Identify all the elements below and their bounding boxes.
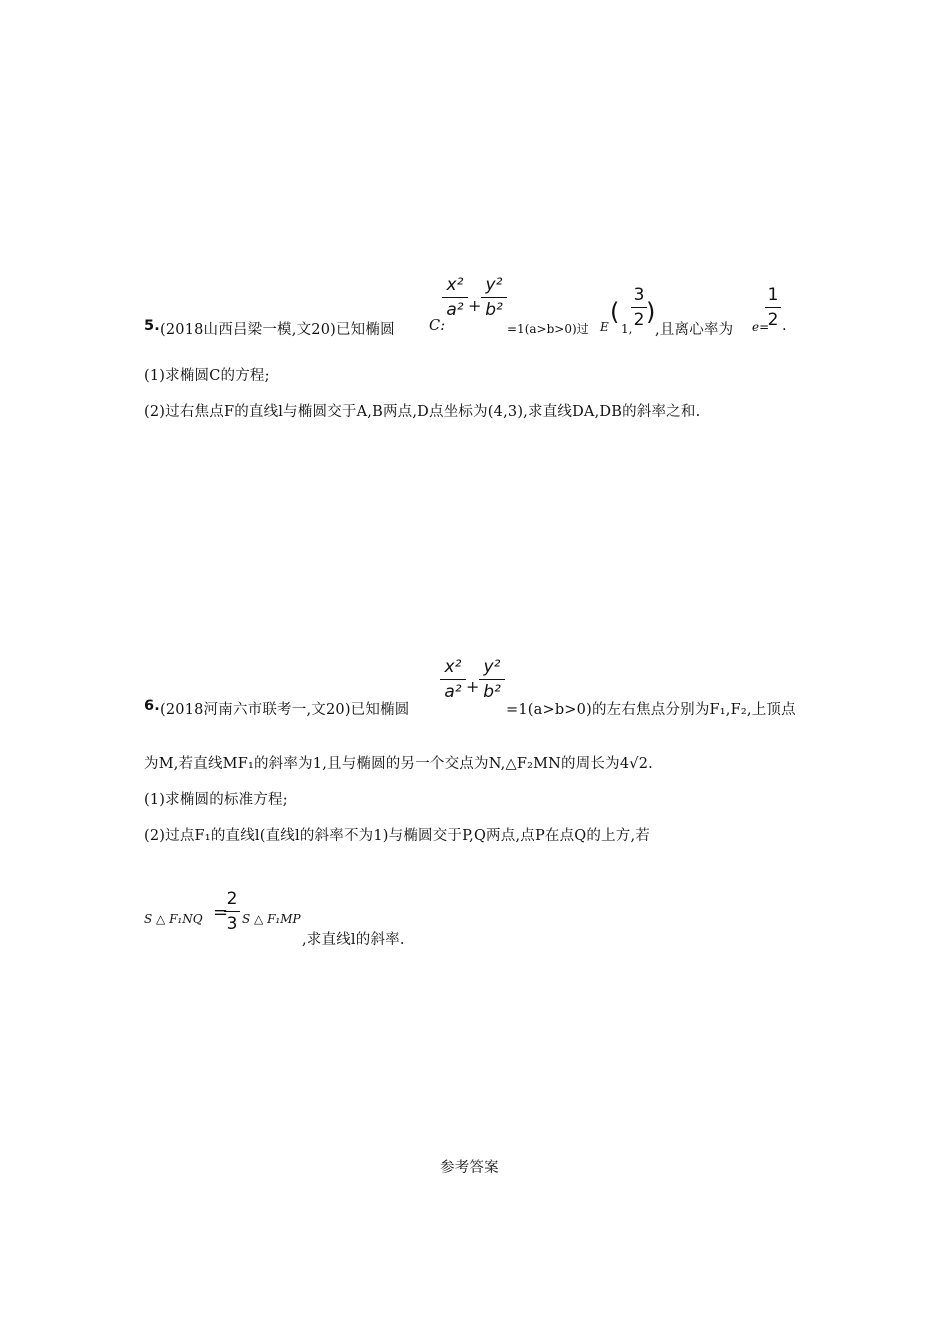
- frac-denominator: 3: [226, 914, 238, 934]
- q5-curve-name: C:: [429, 318, 446, 334]
- q5-frac-y: [481, 274, 507, 321]
- frac-numerator: x²: [446, 275, 464, 295]
- q5-part2: (2)过右焦点F的直线l与椭圆交于A,B两点,D点坐标为(4,3),求直线DA,DB的斜率之和.: [144, 404, 701, 420]
- q6-stem-start: (2018河南六市联考一,文20)已知椭圆: [160, 702, 410, 718]
- q6-area-right: S △ F₁MP: [242, 912, 301, 926]
- q5-frac-x: [442, 274, 468, 321]
- frac-denominator: 2: [767, 310, 779, 330]
- plus-sign: +: [466, 677, 480, 696]
- frac-numerator: y²: [483, 657, 501, 677]
- q6-number: 6.: [144, 698, 160, 714]
- q6-tail: ,求直线l的斜率.: [302, 932, 405, 948]
- frac-denominator: b²: [483, 682, 501, 702]
- q6-frac-y: [479, 656, 505, 703]
- q6-equals: =: [213, 902, 229, 923]
- answer-key-heading: 参考答案: [440, 1160, 499, 1176]
- q6-area-left: S △ F₁NQ: [144, 912, 203, 926]
- q5-ecc-var: e=: [752, 320, 770, 334]
- frac-denominator: a²: [444, 682, 462, 702]
- q6-line2: 为M,若直线MF₁的斜率为1,且与椭圆的另一个交点为N,△F₂MN的周长为4√2.: [144, 756, 653, 772]
- frac-denominator: a²: [446, 300, 464, 320]
- fraction-bar: [481, 297, 507, 298]
- frac-numerator: x²: [444, 657, 462, 677]
- frac-denominator: b²: [485, 300, 503, 320]
- q6-frac-x: [440, 656, 466, 703]
- fraction-bar: [224, 911, 240, 912]
- plus-sign: +: [468, 296, 482, 315]
- frac-numerator: 3: [633, 285, 645, 305]
- q6-stem-end: =1(a>b>0)的左右焦点分别为F₁,F₂,上顶点: [506, 702, 796, 718]
- fraction-bar: [440, 679, 466, 680]
- q5-part1: (1)求椭圆C的方程;: [144, 368, 270, 384]
- frac-numerator: 1: [767, 285, 779, 305]
- q5-equation-condition: =1(a>b>0)过: [507, 322, 589, 336]
- q5-point-x: 1,: [621, 322, 633, 336]
- q5-point-name: E: [600, 320, 609, 334]
- frac-numerator: 2: [226, 889, 238, 909]
- q5-number: 5.: [144, 318, 160, 334]
- fraction-bar: [765, 307, 781, 308]
- q6-part1: (1)求椭圆的标准方程;: [144, 792, 288, 808]
- frac-numerator: y²: [485, 275, 503, 295]
- q6-part2: (2)过点F₁的直线l(直线l的斜率不为1)与椭圆交于P,Q两点,点P在点Q的上方,若: [144, 828, 651, 844]
- fraction-bar: [479, 679, 505, 680]
- q6-ratio: [224, 888, 240, 935]
- right-paren: ): [646, 298, 656, 326]
- q5-stem-start: (2018山西吕梁一模,文20)已知椭圆: [160, 322, 395, 338]
- q5-period: .: [782, 318, 787, 334]
- q5-stem-end: ,且离心率为: [655, 322, 734, 338]
- frac-denominator: 2: [633, 310, 645, 330]
- left-paren: (: [610, 298, 620, 326]
- fraction-bar: [631, 307, 647, 308]
- q5-point-y: [631, 284, 647, 331]
- fraction-bar: [442, 297, 468, 298]
